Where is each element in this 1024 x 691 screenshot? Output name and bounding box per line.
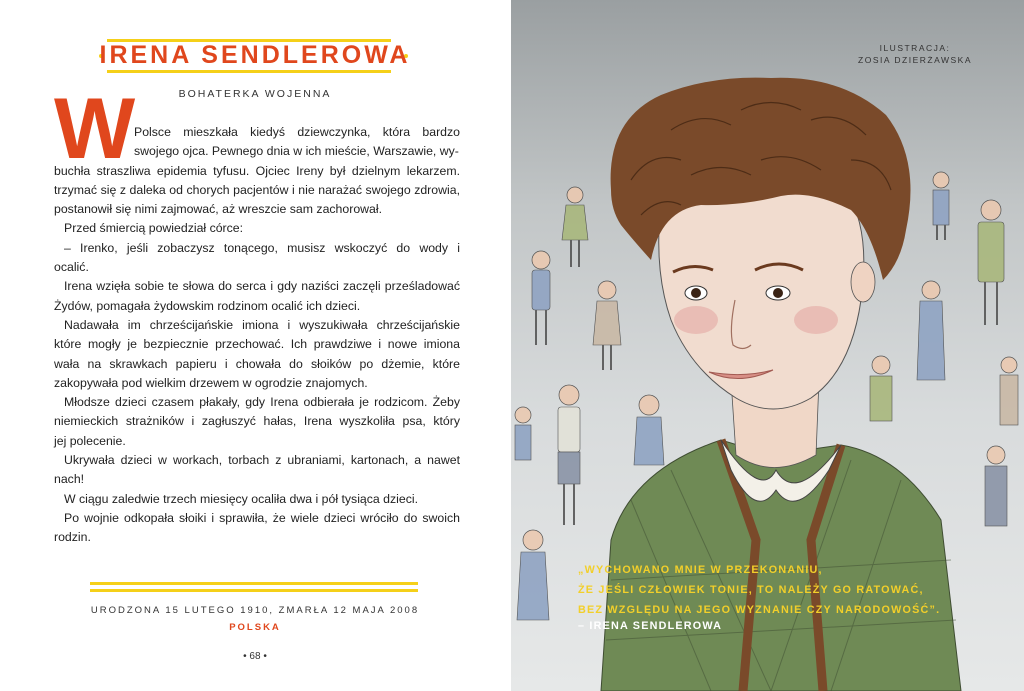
story-line: Przed śmiercią powiedział córce: bbox=[64, 221, 244, 236]
page-subtitle: BOHATERKA WOJENNA bbox=[178, 88, 332, 100]
drop-cap: W bbox=[54, 81, 136, 177]
credit-name: ZOSIA DZIERŻAWSKA bbox=[858, 55, 972, 65]
title-rule-bottom bbox=[107, 70, 391, 73]
footer-rule-top bbox=[90, 582, 418, 585]
story-line: niemieckich strażników i zagłuszyć hałas, Irena wyszkoliła psa, który bbox=[54, 414, 460, 429]
story-line: trzymać się z daleka od chorych pacjentów i nie narażać swojego zdrowia, bbox=[54, 182, 460, 197]
country-label: POLSKA bbox=[229, 622, 281, 633]
story-text bbox=[54, 123, 460, 548]
footer-rule-bottom bbox=[90, 589, 418, 592]
illustrator-credit bbox=[858, 42, 972, 66]
story-line: W ciągu zaledwie trzech miesięcy ocaliła dwa i pół tysiąca dzieci. bbox=[64, 491, 419, 506]
child-figure bbox=[870, 356, 892, 421]
child-figure bbox=[517, 530, 549, 620]
story-line: nach! bbox=[54, 472, 85, 487]
story-line: buchła straszliwa epidemia tyfusu. Ojciec Ireny był dzielnym lekarzem. bbox=[54, 163, 460, 178]
page-number: • 68 • bbox=[243, 651, 267, 662]
child-figure bbox=[558, 385, 580, 525]
credit-label: ILUSTRACJA: bbox=[879, 43, 951, 53]
story-line: Irena wzięła sobie te słowa do serca i gdy naziści zaczęli prześladować bbox=[64, 279, 460, 294]
child-figure bbox=[933, 172, 949, 240]
child-figure bbox=[1000, 357, 1018, 425]
story-line: Po wojnie odkopała słoiki i sprawiła, że wiele dzieci wróciło do swoich bbox=[64, 510, 460, 525]
quote bbox=[578, 560, 998, 620]
story-line: wała na skrawkach papieru i chowała do słoików po dżemie, które bbox=[54, 356, 460, 371]
story-line: rodzin. bbox=[54, 530, 91, 545]
child-figure bbox=[985, 446, 1007, 526]
child-figure bbox=[978, 200, 1004, 325]
story-line: swojego ojca. Pewnego dnia w ich mieście, Warszawie, wy- bbox=[134, 144, 459, 159]
story-line: Żydów, pomagała żydowskim rodzinom ocalić ich dzieci. bbox=[54, 298, 361, 313]
child-figure bbox=[917, 281, 945, 380]
quote-line: BEZ WZGLĘDU NA JEGO WYZNANIE CZY NARODOWOŚĆ”. bbox=[578, 604, 941, 616]
story-line: ocalić. bbox=[54, 260, 89, 275]
story-line: które mogły je bezpiecznie przechować. Ich prawdziwe i nowe imiona bbox=[54, 337, 460, 352]
birth-death-dates: URODZONA 15 LUTEGO 1910, ZMARŁA 12 MAJA 2008 bbox=[90, 605, 420, 616]
quote-line: ŻE JEŚLI CZŁOWIEK TONIE, TO NALEŻY GO RATOWAĆ, bbox=[578, 584, 924, 596]
child-figure bbox=[634, 395, 664, 465]
page-title: IRENA SENDLEROWA bbox=[99, 41, 411, 69]
portrait-ear bbox=[851, 262, 875, 302]
child-figure bbox=[562, 187, 588, 267]
child-figure bbox=[532, 251, 550, 345]
story-line: Młodsze dzieci czasem płakały, gdy Irena odbierała je rodzicom. Żeby bbox=[64, 395, 460, 410]
story-line: – Irenko, jeśli zobaczysz tonącego, musisz wskoczyć do wody i bbox=[64, 240, 460, 255]
story-line: Nadawała im chrześcijańskie imiona i wyszukiwała chrześcijańskie bbox=[64, 317, 460, 332]
illustration-page bbox=[511, 0, 1024, 691]
story-line: postanowił się nimi zajmować, aż wreszcie sam zachorował. bbox=[54, 202, 383, 217]
story-line: jej polecenie. bbox=[54, 433, 126, 448]
child-figure bbox=[593, 281, 621, 370]
story-line: Polsce mieszkała kiedyś dziewczynka, która bardzo bbox=[134, 125, 460, 139]
left-page bbox=[0, 0, 510, 691]
quote-author: – IRENA SENDLEROWA bbox=[578, 620, 723, 632]
story-line: Ukrywała dzieci w workach, torbach z ubraniami, kartonach, a nawet bbox=[64, 453, 460, 468]
child-figure bbox=[515, 407, 531, 460]
quote-line: „WYCHOWANO MNIE W PRZEKONANIU, bbox=[578, 564, 823, 576]
story-line: zakopywała pod wielkim drzewem w ogrodzie znajomych. bbox=[54, 375, 368, 390]
